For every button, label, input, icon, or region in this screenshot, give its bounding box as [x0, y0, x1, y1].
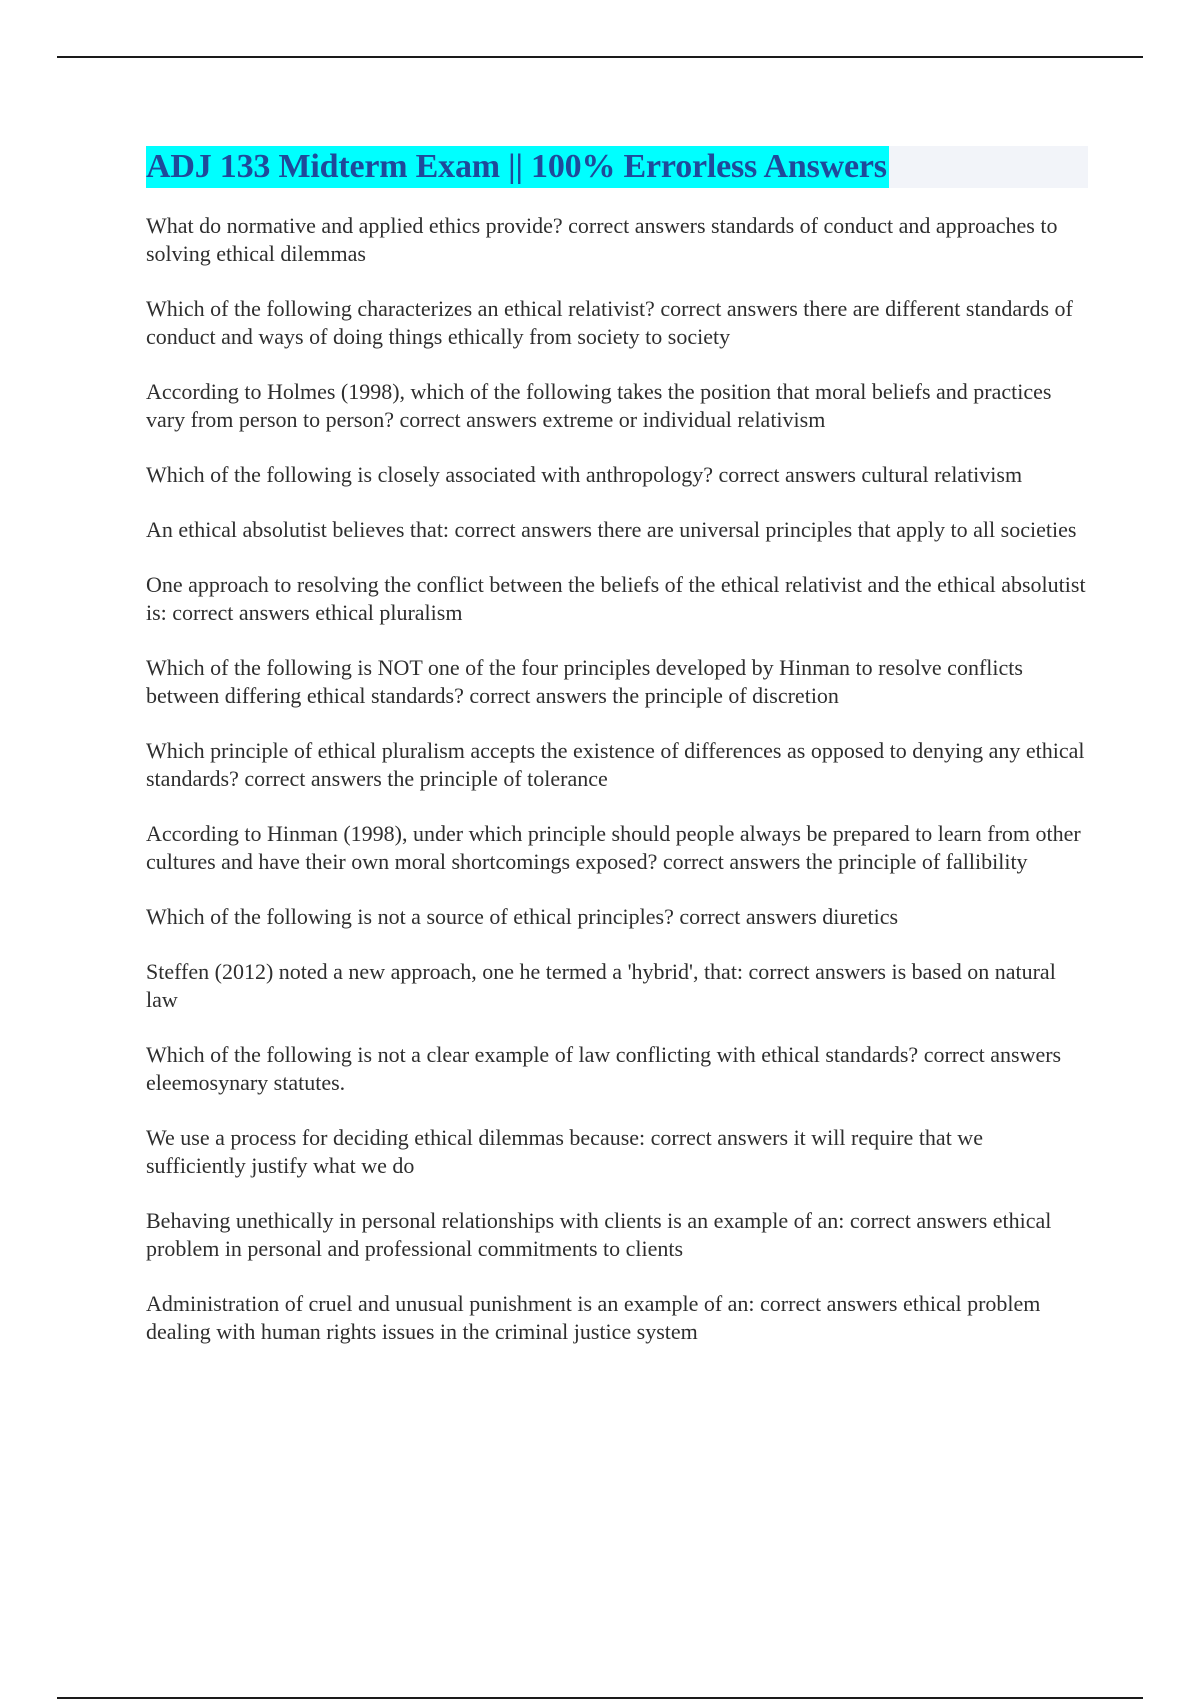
- qa-item-11: Steffen (2012) noted a new approach, one he termed a 'hybrid', that: correct answers is based on natural law: [146, 959, 1056, 1012]
- qa-item-15: Administration of cruel and unusual punishment is an example of an: correct answers ethical problem dealing with human rights issues in the criminal justice system: [146, 1291, 1041, 1344]
- qa-item-10: Which of the following is not a source of ethical principles? correct answers diuretics: [146, 904, 899, 929]
- document-title: ADJ 133 Midterm Exam || 100% Errorless Answers: [146, 146, 889, 188]
- qa-item-14: Behaving unethically in personal relationships with clients is an example of an: correct answers ethical problem in personal and professional commitments to clients: [146, 1208, 1052, 1261]
- bottom-rule: [57, 1697, 1143, 1699]
- qa-item-13: We use a process for deciding ethical dilemmas because: correct answers it will require that we sufficiently justify what we do: [146, 1125, 983, 1178]
- qa-item-6: One approach to resolving the conflict between the beliefs of the ethical relativist and the ethical absolutist is: correct answers ethical pluralism: [146, 572, 1086, 625]
- qa-item-3: According to Holmes (1998), which of the following takes the position that moral beliefs and practices vary from person to person? correct answers extreme or individual relativism: [146, 379, 1052, 432]
- qa-item-9: According to Hinman (1998), under which principle should people always be prepared to learn from other cultures and have their own moral shortcomings exposed? correct answers the principle of fallibility: [146, 821, 1081, 874]
- qa-item-12: Which of the following is not a clear example of law conflicting with ethical standards? correct answers eleemosynary statutes.: [146, 1042, 1062, 1095]
- qa-item-4: Which of the following is closely associated with anthropology? correct answers cultural relativism: [146, 462, 1023, 487]
- title-row: [146, 146, 1088, 188]
- top-rule: [57, 56, 1143, 58]
- qa-item-8: Which principle of ethical pluralism accepts the existence of differences as opposed to denying any ethical standards? correct answers the principle of tolerance: [146, 738, 1085, 791]
- qa-item-1: What do normative and applied ethics provide? correct answers standards of conduct and approaches to solving ethical dilemmas: [146, 213, 1058, 266]
- qa-item-5: An ethical absolutist believes that: correct answers there are universal principles that apply to all societies: [146, 517, 1077, 542]
- qa-item-2: Which of the following characterizes an ethical relativist? correct answers there are different standards of conduct and ways of doing things ethically from society to society: [146, 296, 1073, 349]
- qa-item-7: Which of the following is NOT one of the four principles developed by Hinman to resolve conflicts between differing ethical standards? correct answers the principle of discretion: [146, 655, 1023, 708]
- document-body: [146, 146, 1088, 1373]
